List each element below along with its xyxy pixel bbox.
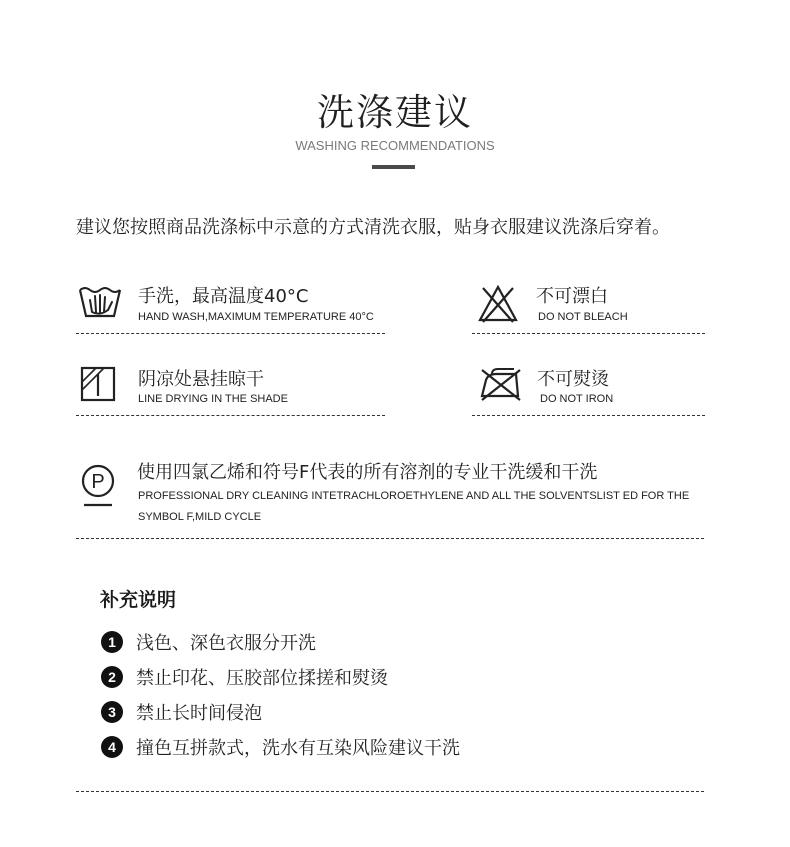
supplement-title: 补充说明 xyxy=(100,589,177,611)
divider xyxy=(76,791,704,792)
note-number: 3 xyxy=(101,701,123,723)
line-dry-shade-cn: 阴凉处悬挂晾干 xyxy=(138,369,264,390)
dry-clean-p-icon xyxy=(80,463,116,509)
no-iron-en: DO NOT IRON xyxy=(540,393,614,405)
no-iron-cn: 不可熨烫 xyxy=(537,369,609,390)
line-dry-shade-icon xyxy=(80,366,116,402)
hand-wash-en: HAND WASH,MAXIMUM TEMPERATURE 40°C xyxy=(138,311,374,323)
note-text: 浅色、深色衣服分开洗 xyxy=(136,633,316,654)
divider xyxy=(472,333,705,334)
note-text: 禁止长时间侵泡 xyxy=(136,703,262,724)
dry-clean-en-line1: PROFESSIONAL DRY CLEANING INTETRACHLOROETHYLENE AND ALL THE SOLVENTSLIST ED FOR THE xyxy=(138,490,690,502)
divider xyxy=(76,333,385,334)
page-subtitle: WASHING RECOMMENDATIONS xyxy=(295,138,495,153)
note-text: 禁止印花、压胶部位揉搓和熨烫 xyxy=(136,668,388,689)
no-bleach-cn: 不可漂白 xyxy=(536,286,608,307)
dry-clean-cn: 使用四氯乙烯和符号F代表的所有溶剂的专业干洗缓和干洗 xyxy=(137,462,598,483)
no-bleach-en: DO NOT BLEACH xyxy=(538,311,628,323)
title-underline xyxy=(372,165,415,169)
dry-clean-letter: P xyxy=(91,471,105,493)
dry-clean-en-line2: SYMBOL F,MILD CYCLE xyxy=(138,511,262,523)
line-dry-shade-en: LINE DRYING IN THE SHADE xyxy=(138,393,288,405)
note-text: 撞色互拼款式，洗水有互染风险建议干洗 xyxy=(136,738,460,759)
intro-text: 建议您按照商品洗涤标中示意的方式清洗衣服，贴身衣服建议洗涤后穿着。 xyxy=(76,217,670,238)
divider xyxy=(472,415,705,416)
note-number: 1 xyxy=(101,631,123,653)
no-bleach-icon xyxy=(477,284,519,324)
hand-wash-cn: 手洗，最高温度40°C xyxy=(138,286,309,307)
note-number: 4 xyxy=(101,736,123,758)
divider xyxy=(76,415,385,416)
hand-wash-icon xyxy=(78,284,122,324)
page-title: 洗涤建议 xyxy=(317,91,473,134)
no-iron-icon xyxy=(478,366,524,402)
divider xyxy=(76,538,704,539)
note-number: 2 xyxy=(101,666,123,688)
